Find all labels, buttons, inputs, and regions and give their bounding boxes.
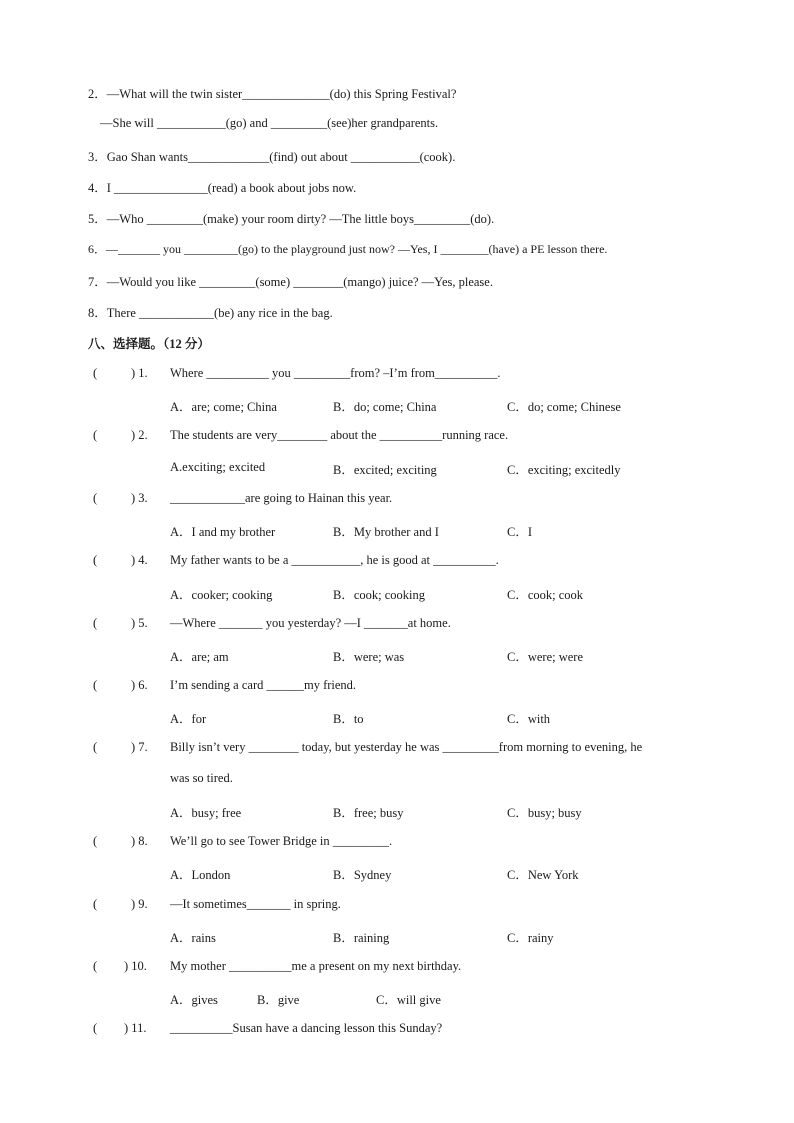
fill-in-item-5 <box>88 209 494 227</box>
option-b[interactable]: B．to <box>333 712 364 726</box>
option-c[interactable]: C．busy; busy <box>507 806 582 820</box>
answer-paren-open: ( <box>93 366 98 380</box>
question-text: I’m sending a card ______my friend. <box>170 678 357 692</box>
fill-in-item-8 <box>88 303 333 321</box>
option-a[interactable]: A．are; am <box>170 650 229 664</box>
option-a[interactable]: A．I and my brother <box>170 525 276 539</box>
question-text: Where __________ you _________from? –I’m from__________. <box>170 366 501 380</box>
question-number: ) 6. <box>131 678 148 692</box>
section-heading: 八、选择题。（12 分） <box>88 337 210 351</box>
fill-in-item-2-answer <box>100 116 438 131</box>
question-text: We’ll go to see Tower Bridge in _________. <box>170 834 393 848</box>
option-b[interactable]: B．raining <box>333 931 390 945</box>
option-a[interactable]: A.exciting; excited <box>170 460 266 474</box>
question-text: __________Susan have a dancing lesson this Sunday? <box>170 1021 443 1035</box>
option-a[interactable]: A．London <box>170 868 231 882</box>
option-c[interactable]: C．exciting; excitedly <box>507 463 621 477</box>
option-c[interactable]: C．will give <box>376 993 441 1007</box>
item-number: 8． <box>88 306 107 320</box>
question-number: ) 8. <box>131 834 148 848</box>
option-a[interactable]: A．busy; free <box>170 806 242 820</box>
fill-in-item-2 <box>88 84 456 102</box>
question-number: ) 1. <box>131 366 148 380</box>
item-text: —What will the twin sister______________(do) this Spring Festival? <box>106 87 457 101</box>
question-text-continued: was so tired. <box>170 771 233 785</box>
question-number: ) 7. <box>131 740 148 754</box>
fill-in-item-6 <box>88 240 607 257</box>
item-number: 2． <box>88 87 107 101</box>
question-number: ) 10. <box>124 959 147 973</box>
option-a[interactable]: A．are; come; China <box>170 400 277 414</box>
option-a[interactable]: A．rains <box>170 931 216 945</box>
answer-paren-open: ( <box>93 834 98 848</box>
item-text: There ____________(be) any rice in the bag. <box>106 306 333 320</box>
option-b[interactable]: B．were; was <box>333 650 405 664</box>
option-c[interactable]: C．were; were <box>507 650 584 664</box>
question-number: ) 11. <box>124 1021 147 1035</box>
option-a[interactable]: A．for <box>170 712 207 726</box>
fill-in-item-7 <box>88 272 493 290</box>
item-text: —_______ you _________(go) to the playground just now? —Yes, I ________(have) a PE lesson there. <box>106 242 608 256</box>
fill-in-item-4 <box>88 178 356 196</box>
option-b[interactable]: B．excited; exciting <box>333 463 437 477</box>
item-number: 4． <box>88 181 107 195</box>
option-c[interactable]: C．do; come; Chinese <box>507 400 621 414</box>
item-number: 7． <box>88 275 107 289</box>
option-a[interactable]: A．gives <box>170 993 218 1007</box>
answer-paren-open: ( <box>93 740 98 754</box>
answer-paren-open: ( <box>93 553 98 567</box>
option-c[interactable]: C．with <box>507 712 551 726</box>
option-c[interactable]: C．I <box>507 525 533 539</box>
item-text: Gao Shan wants_____________(find) out about ___________(cook). <box>106 150 456 164</box>
option-b[interactable]: B．cook; cooking <box>333 588 426 602</box>
item-number: 6． <box>88 242 107 256</box>
answer-paren-open: ( <box>93 959 98 973</box>
option-c[interactable]: C．New York <box>507 868 579 882</box>
option-b[interactable]: B．Sydney <box>333 868 392 882</box>
question-text: My father wants to be a ___________, he is good at __________. <box>170 553 499 567</box>
answer-paren-open: ( <box>93 616 98 630</box>
option-b[interactable]: B．do; come; China <box>333 400 437 414</box>
question-text: Billy isn’t very ________ today, but yesterday he was _________from morning to evening, he <box>170 740 643 754</box>
answer-paren-open: ( <box>93 678 98 692</box>
answer-paren-open: ( <box>93 428 98 442</box>
option-b[interactable]: B．My brother and I <box>333 525 439 539</box>
fill-in-item-3 <box>88 147 455 165</box>
option-c[interactable]: C．rainy <box>507 931 554 945</box>
question-text: My mother __________me a present on my next birthday. <box>170 959 462 973</box>
question-text: The students are very________ about the __________running race. <box>170 428 509 442</box>
option-c[interactable]: C．cook; cook <box>507 588 584 602</box>
question-number: ) 9. <box>131 897 148 911</box>
item-text: —Who _________(make) your room dirty? —The little boys_________(do). <box>106 212 495 226</box>
option-b[interactable]: B．give <box>257 993 300 1007</box>
item-text: I _______________(read) a book about jobs now. <box>106 181 357 195</box>
answer-paren-open: ( <box>93 1021 98 1035</box>
question-number: ) 5. <box>131 616 148 630</box>
option-b[interactable]: B．free; busy <box>333 806 404 820</box>
question-text: —Where _______ you yesterday? —I _______at home. <box>170 616 451 630</box>
question-text: —It sometimes_______ in spring. <box>170 897 341 911</box>
question-text: ____________are going to Hainan this year. <box>170 491 393 505</box>
answer-paren-open: ( <box>93 897 98 911</box>
question-number: ) 4. <box>131 553 148 567</box>
question-number: ) 2. <box>131 428 148 442</box>
answer-paren-open: ( <box>93 491 98 505</box>
item-text: —She will ___________(go) and _________(see)her grandparents. <box>100 116 439 130</box>
item-number: 5． <box>88 212 107 226</box>
question-number: ) 3. <box>131 491 148 505</box>
option-a[interactable]: A．cooker; cooking <box>170 588 273 602</box>
item-number: 3． <box>88 150 107 164</box>
item-text: —Would you like _________(some) ________(mango) juice? —Yes, please. <box>106 275 493 289</box>
